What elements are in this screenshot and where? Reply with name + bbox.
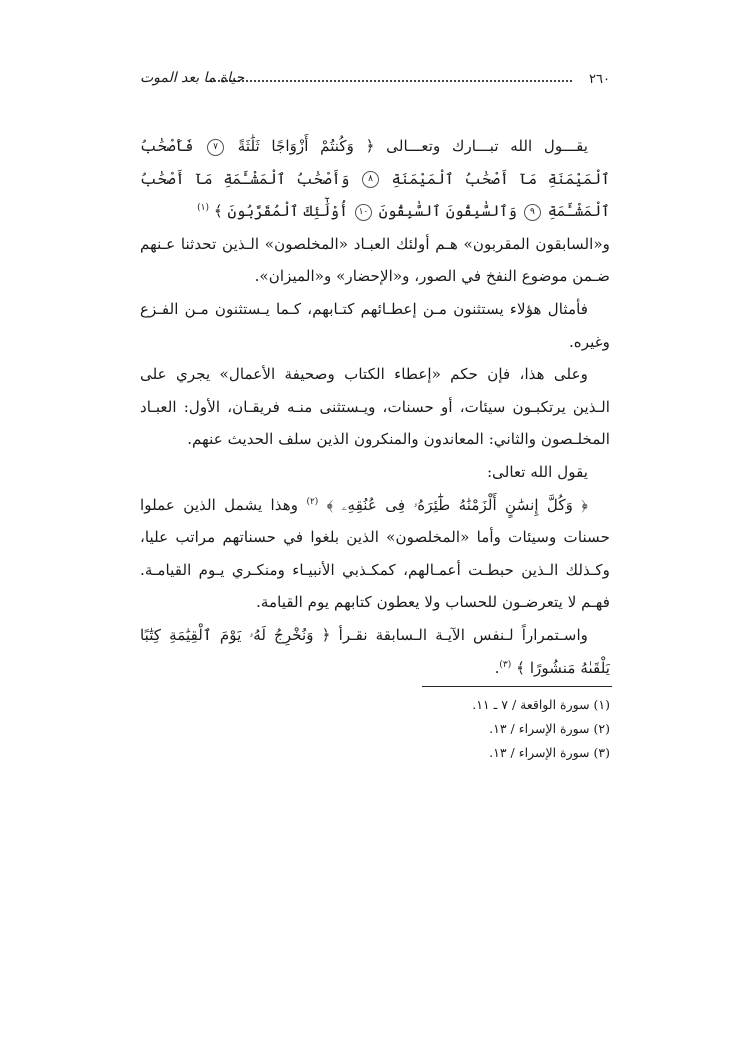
paragraph-5: يقول الله تعالى: <box>486 462 588 481</box>
paragraph-1 <box>140 130 610 228</box>
quran-verse: ﴿ وَكُلَّ إِنسَٰنٍ أَلْزَمْنَٰهُ طَٰٓئِرَهُۥ فِى عُنُقِهِۦ ﴾ <box>326 495 589 514</box>
paragraph-2: و«السابقون المقربون» هـم أولئك العبـاد «المخلصون» الـذين تحدثنا عـنهم ضـمن موضوع النفخ في الصور، و«الإحضار» و«الميزان». <box>140 234 610 286</box>
paragraph-6 <box>140 489 610 619</box>
quran-verse-part: فَأَصْحَٰبُ ٱلْمَيْمَنَةِ مَآ أَصْحَٰبُ ٱلْمَيْمَنَةِ <box>140 137 610 188</box>
footnote-reference: (٣) <box>499 659 512 670</box>
page-number: ٢٦٠ <box>589 72 610 87</box>
paragraph-7-text: واسـتمراراً لـنفس الآيـة الـسابقة نقـرأ <box>338 625 588 644</box>
header-dotted-leader <box>210 80 572 82</box>
paragraph-1-intro: يقـــول الله تبـــارك وتعـــالى <box>386 137 589 155</box>
quran-verse: ﴿ وَنُخْرِجُ لَهُۥ يَوْمَ ٱلْقِيَٰمَةِ كِتَٰبًا يَلْقَىٰهُ مَنشُورًا ﴾ <box>140 625 610 677</box>
ayah-number-marker: ٩ <box>524 204 541 221</box>
paragraph-7 <box>140 619 610 684</box>
ayah-number-marker: ١٠ <box>355 204 372 221</box>
quran-verse-part: ﴿ وَكُنتُمْ أَزْوَاجًا ثَلَٰثَةً <box>237 137 375 155</box>
footnote-2: (٢) سورة الإسراء / ١٣. <box>489 721 610 736</box>
footnotes <box>140 693 610 765</box>
footnote-1: (١) سورة الواقعة / ٧ ـ ١١. <box>472 697 610 712</box>
quran-verse-part: وَٱلسَّٰبِقُونَ ٱلسَّٰبِقُونَ <box>378 202 518 221</box>
ayah-number-marker: ٧ <box>207 139 224 156</box>
page-header <box>140 70 610 94</box>
footnote-reference: (١) <box>197 203 209 214</box>
sentence-end: . <box>494 658 500 677</box>
paragraph-4: وعلى هذا، فإن حكم «إعطاء الكتاب وصحيفة الأعمال» يجري على الـذين يرتكبـون سيئات، أو حسنات، ويـستثنى منـه فريقـان، الأول: العبـاد المخلـصون والثاني: المعاندون والمنكرون الذين سلف الحديث عنهم. <box>140 365 610 449</box>
footnote-separator <box>422 686 612 687</box>
ayah-number-marker: ٨ <box>362 171 379 188</box>
paragraph-3: فأمثال هؤلاء يستثنون مـن إعطـائهم كتـابهم، كـما يـستثنون مـن الفـزع وغيره. <box>140 299 610 351</box>
footnote-reference: (٢) <box>306 496 319 507</box>
footnote-3: (٣) سورة الإسراء / ١٣. <box>489 745 610 760</box>
quran-verse-part: وَأَصْحَٰبُ ٱلْمَشْـَٔمَةِ مَآ أَصْحَٰبُ ٱلْمَشْـَٔمَةِ <box>140 169 610 221</box>
paragraph-6-text: وهذا يشمل الذين عملوا حسنات وسيئات وأما «المخلصون» الذين بلغوا في حسناتهم مراتب عليا، وكـذلك الـذين حبطـت أعمـالهم، كمكـذبي الأنبيـاء ومنكـري يـوم القيامـة. فهـم لا يتعرضـون للحساب ولا يعطون كتابهم يوم القيامة. <box>140 495 610 612</box>
running-title: حياة ما بعد الموت <box>140 70 245 86</box>
quran-verse-part: أُوْلَٰٓئِكَ ٱلْمُقَرَّبُونَ ﴾ <box>213 202 349 221</box>
body-text <box>140 130 610 684</box>
